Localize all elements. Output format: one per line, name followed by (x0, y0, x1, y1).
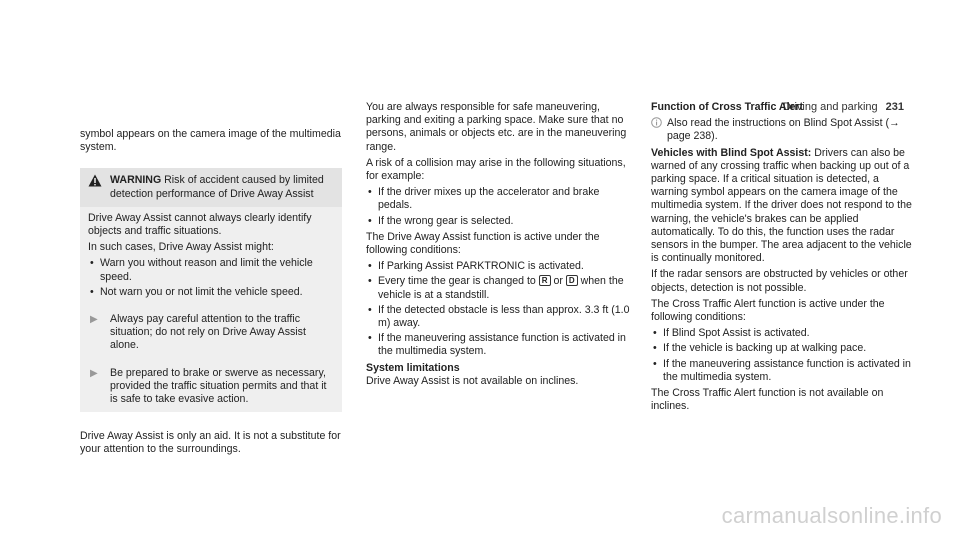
column-left (80, 128, 342, 460)
mid-p3: The Drive Away Assist function is active under the following conditions: (366, 230, 600, 257)
list-item: • If the detected obstacle is less than approx. 3.3 ft (1.0 m) away. (366, 304, 630, 330)
warning-list (88, 257, 334, 299)
mid-list-1 (366, 186, 630, 228)
list-item: • Not warn you or not limit the vehicle speed. (88, 286, 334, 299)
limits-text: Drive Away Assist is not available on inclines. (366, 374, 579, 387)
tip-1-text: Always pay careful attention to the traffic situation; do not rely on Drive Away Assist alone. (110, 313, 306, 352)
gear-text-c: when the vehicle is at a standstill. (378, 275, 624, 301)
right-p4: The Cross Traffic Alert function is not available on inclines. (651, 387, 884, 413)
list-item: • If the wrong gear is selected. (366, 215, 630, 228)
warning-triangle-icon (88, 174, 110, 200)
right-p1-text: Drivers can also be warned of any crossing traffic when backing up out of a parking space. If a critical situation is detected, a warning symbol appears on the camera image of the multimedia system. If the driver does not respond to the warning, the vehicle's brakes can be applied automatically. To do this, the function uses the radar sensors in the bumper. The area adjacent to the vehicle is continually monitored. (651, 146, 912, 265)
right-p1 (651, 147, 913, 266)
list-item: • If the maneuvering assistance function is activated in the multimedia system. (651, 358, 913, 384)
warning-box (80, 168, 342, 412)
list-item: • If Parking Assist PARKTRONIC is activated. (366, 260, 630, 273)
warning-title-text: Risk of accident caused by limited detection performance of Drive Away Assist (110, 174, 324, 200)
warning-label: WARNING (110, 174, 162, 187)
arrow-icon: ▶ (90, 314, 98, 326)
arrow-icon: ▶ (90, 367, 98, 379)
outro-text: Drive Away Assist is only an aid. It is not a substitute for your attention to the surroundings. (80, 430, 341, 456)
right-list (651, 327, 913, 384)
list-item: • If the driver mixes up the accelerator and brake pedals. (366, 186, 630, 212)
section-heading: Function of Cross Traffic Alert (651, 101, 804, 113)
right-p2: If the radar sensors are obstructed by vehicles or other objects, detection is not possible. (651, 268, 908, 294)
warning-header (80, 168, 342, 206)
column-middle (366, 101, 630, 391)
list-item: • Warn you without reason and limit the vehicle speed. (88, 257, 334, 283)
right-p3: The Cross Traffic Alert function is active under the following conditions: (651, 297, 885, 324)
list-item (366, 275, 630, 301)
column-right (651, 101, 913, 416)
watermark: carmanualsonline.info (721, 503, 942, 528)
header-title: Driving and parking (782, 101, 878, 113)
right-p1-bold: Vehicles with Blind Spot Assist: (651, 146, 812, 159)
warning-p2: In such cases, Drive Away Assist might: (88, 241, 274, 254)
info-icon (651, 117, 667, 146)
warning-title (110, 174, 334, 200)
warning-body (80, 207, 342, 412)
limits-title: System limitations (366, 361, 460, 374)
gear-text-a: Every time the gear is changed to (378, 275, 536, 288)
intro-text: symbol appears on the camera image of the multimedia system. (80, 128, 341, 154)
warning-p1: Drive Away Assist cannot always clearly identify objects and traffic situations. (88, 211, 312, 238)
gear-r-icon: R (539, 275, 551, 286)
info-note (651, 117, 913, 146)
mid-p2: A risk of a collision may arise in the following situations, for example: (366, 156, 626, 183)
info-text: Also read the instructions on Blind Spot Assist (→ page 238). (667, 117, 900, 143)
tip-2 (88, 367, 334, 407)
list-item: • If the maneuvering assistance function is activated in the multimedia system. (366, 332, 630, 358)
page-number: 231 (885, 101, 904, 113)
gear-d-icon: D (566, 275, 578, 286)
tip-2-text: Be prepared to brake or swerve as necessary, provided the traffic situation permits and that it is safe to take evasive action. (110, 366, 327, 406)
list-item: • If the vehicle is backing up at walking pace. (651, 342, 913, 355)
gear-text-b: or (553, 275, 563, 288)
tip-1 (88, 313, 334, 353)
mid-list-2 (366, 260, 630, 358)
mid-p1: You are always responsible for safe maneuvering, parking and exiting a parking space. Make sure that no persons, animals or objects etc. are in the maneuvering range. (366, 101, 627, 153)
list-item: • If Blind Spot Assist is activated. (651, 327, 913, 340)
